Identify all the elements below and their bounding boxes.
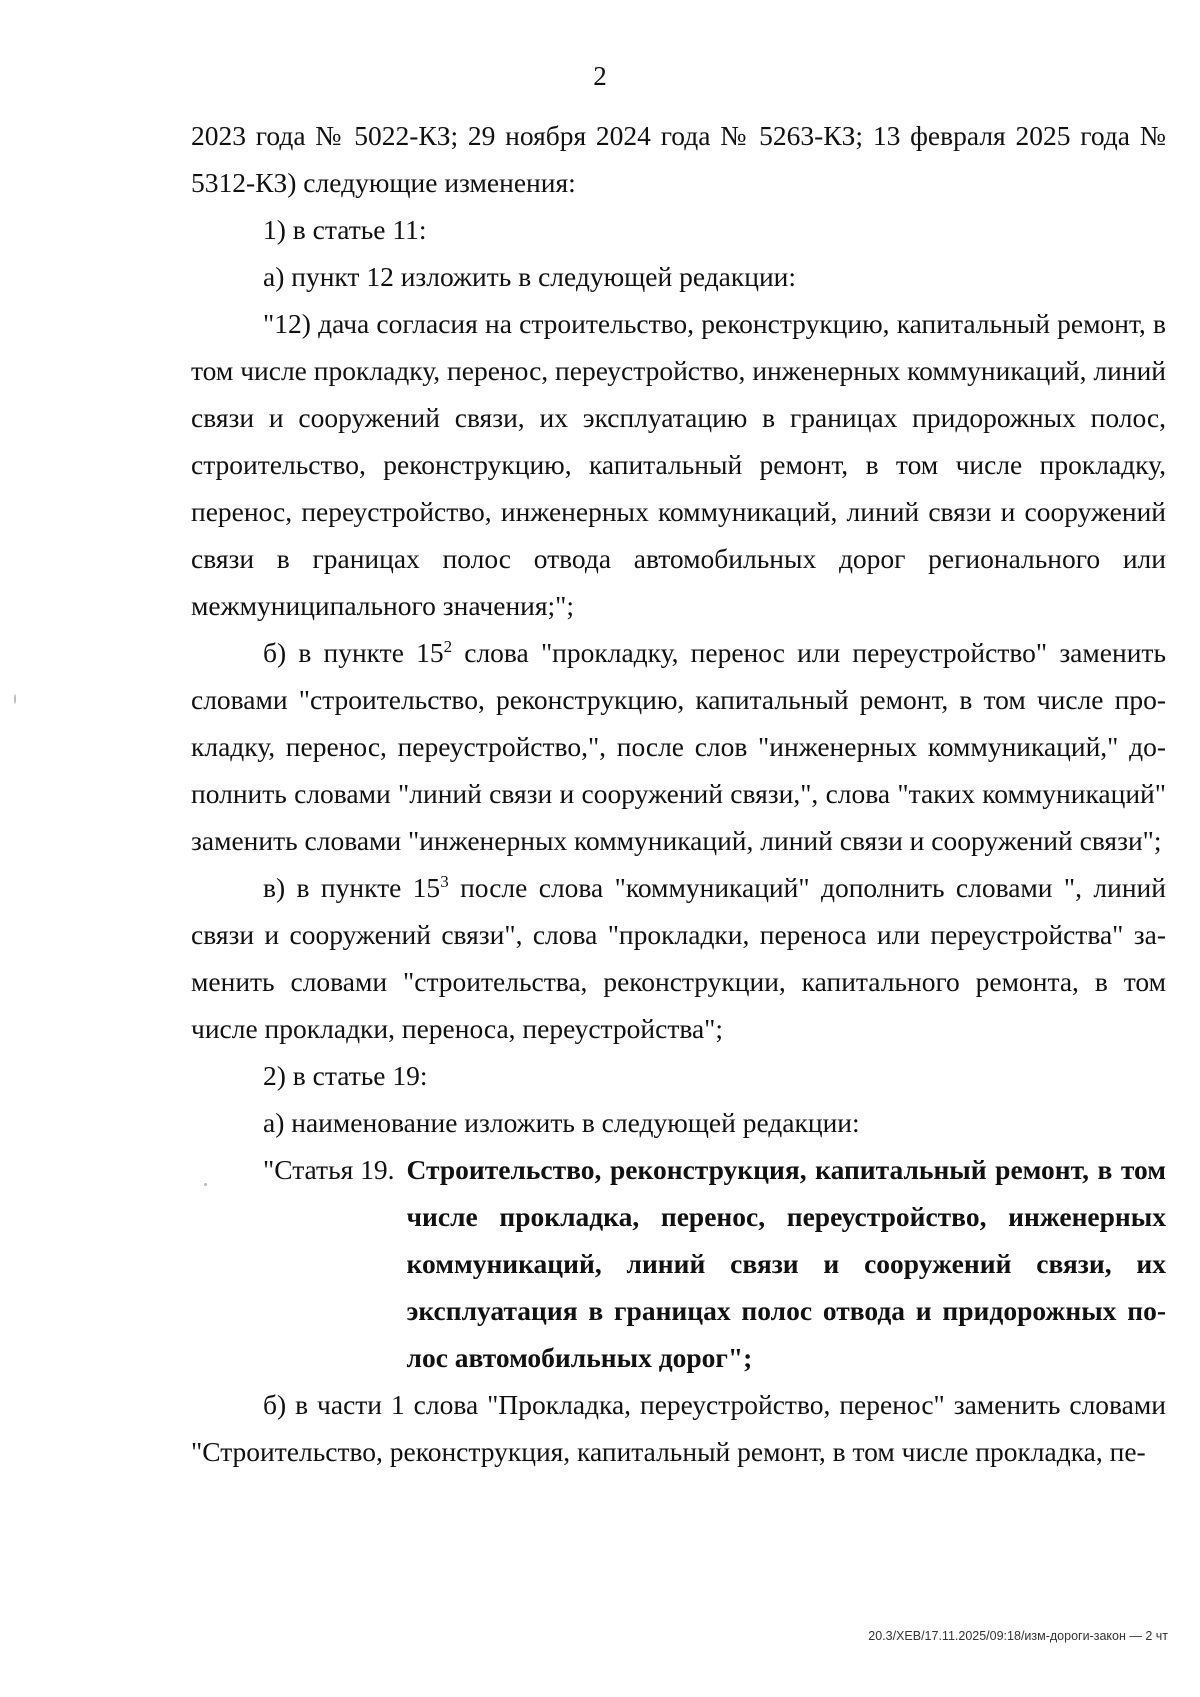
paragraph-item-12-text: "12) дача согласия на строительство, реконструкцию, капитальный ремонт, в том числе прокладку, перенос, переустройство, инженерных коммуникаций, линий связи и сооружений связи, их эксплуатацию в границах придорожных полос, строительство, реконструкцию, капитальный ремонт, в том числе прокладку, перенос, переустройство, инженерных коммуникаций, линий связи и сооружений связи в границах полос отвода автомобильных дорог регионального или межмуниципального значения;";: [191, 308, 1166, 621]
superscript-3: 3: [440, 871, 449, 891]
paragraph-item-v-rest: после слова "коммуникаций" дополнить словами ", линий связи и сооружений связи", слова "прокладки, переноса или переустройства" заменить словами "строительства, реконструкции, капитального ремонта, в том числе прокладки, переноса, переустройства";: [191, 872, 1166, 1044]
article-19-title: Строительство, реконструкция, капитальный ремонт, в том числе прокладка, перенос, переустройство, инженерных коммуникаций, линий связи и сооружений связи, их эксплуатация в границах полос отвода и придорожных полос автомобильных дорог";: [406, 1154, 1166, 1373]
paragraph-article-11: 1) в статье 11:: [263, 214, 427, 245]
paragraph-item-b: [191, 629, 1166, 864]
page-number: 2: [593, 61, 607, 91]
paragraph-item-a: а) пункт 12 изложить в следующей редакции:: [263, 261, 797, 292]
paragraph-item-v-start: в) в пункте 15: [263, 872, 441, 903]
article-19-label: "Статья 19.: [263, 1154, 395, 1185]
paragraph-item-b-start: б) в пункте 15: [263, 637, 444, 668]
paragraph-intro: 2023 года № 5022-КЗ; 29 ноября 2024 года № 5263-КЗ; 13 февраля 2025 года № 5312-КЗ) следующие изменения:: [191, 120, 1166, 198]
paragraph-item-b-2: б) в части 1 слова "Прокладка, переустройство, перенос" заменить словами "Строительство, реконструкция, капитальный ремонт, в том числе прокладка, пе-: [191, 1389, 1166, 1467]
paragraph-item-b-rest: слова "прокладку, перенос или переустройство" заменить словами "строительство, реконструкцию, капитальный ремонт, в том числе прокладку, перенос, переустройство,", после слов "инженерных коммуникаций," дополнить словами "линий связи и сооружений связи,", слова "таких коммуникаций" заменить словами "инженерных коммуникаций, линий связи и сооружений связи";: [191, 637, 1166, 856]
superscript-2: 2: [443, 636, 453, 656]
paragraph-article-19: 2) в статье 19:: [263, 1060, 428, 1091]
scan-speck: [204, 1183, 207, 1186]
scan-speck: [14, 694, 16, 704]
document-body: [191, 112, 1166, 1475]
paragraph-item-v: [191, 864, 1166, 1052]
footer-code: 20.3/ХЕВ/17.11.2025/09:18/изм-дороги-закон — 2 чт: [868, 1629, 1168, 1643]
article-19-heading: [191, 1146, 1166, 1381]
paragraph-item-a-2: а) наименование изложить в следующей редакции:: [263, 1107, 860, 1138]
